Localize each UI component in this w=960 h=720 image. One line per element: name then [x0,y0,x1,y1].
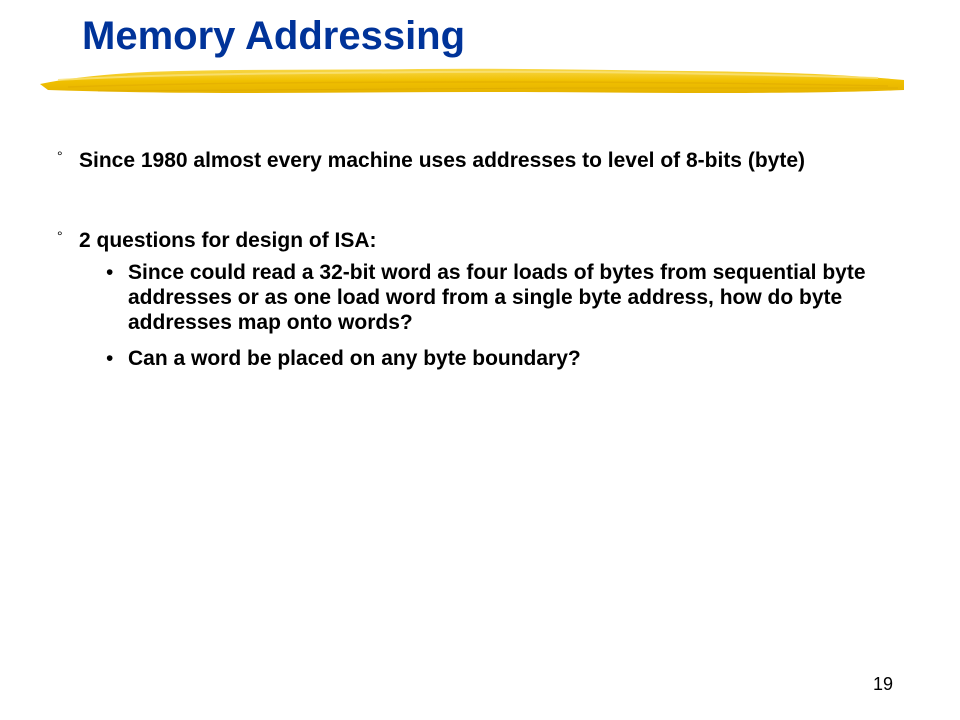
sub-bullet-1-marker: • [106,261,114,284]
page-number: 19 [873,674,894,694]
slide-title: Memory Addressing [82,14,466,58]
bullet-1-marker: ° [57,148,63,164]
sub-bullet-2-text: Can a word be placed on any byte boundary? [128,347,581,370]
bullet-1-text: Since 1980 almost every machine uses addresses to level of 8-bits (byte) [79,149,805,172]
title-underline-brush [38,62,906,102]
sub-bullet-2-marker: • [106,347,114,370]
sub-bullet-1-text: Since could read a 32-bit word as four loads of bytes from sequential byte addresses or as one load word from a single byte address, how do byte addresses map onto words? [128,261,866,334]
bullet-2-marker: ° [57,228,63,244]
bullet-2-text: 2 questions for design of ISA: [79,229,377,252]
